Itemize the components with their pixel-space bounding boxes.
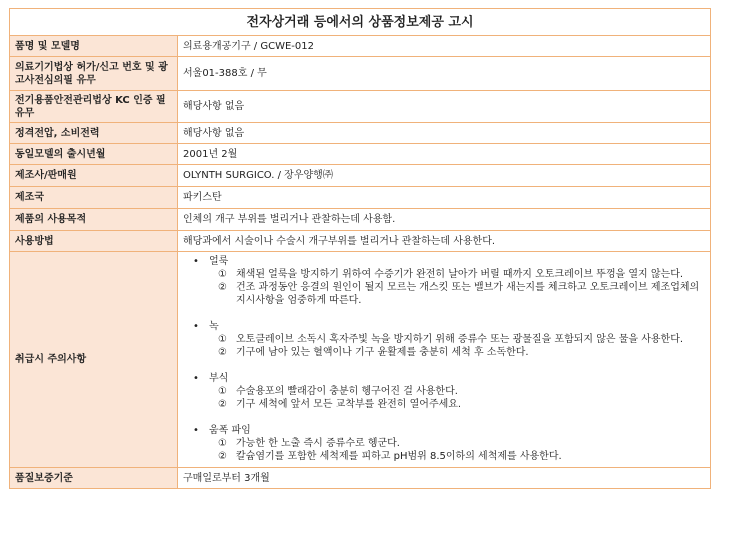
precaution-section [183, 320, 705, 359]
table-row [10, 123, 711, 144]
product-info-table [9, 8, 711, 489]
row-label-product-model: 품명 및 모델명 [10, 36, 178, 57]
table-row-precautions [10, 252, 711, 468]
row-label-manufacturer: 제조사/판매원 [10, 165, 178, 187]
item-number: ② [218, 399, 227, 410]
row-label-release-date: 동일모델의 출시년월 [10, 144, 178, 165]
table-row [10, 468, 711, 489]
bullet-icon: • [193, 256, 199, 267]
row-label-warranty: 품질보증기준 [10, 468, 178, 489]
table-row [10, 91, 711, 123]
table-row [10, 187, 711, 209]
notice-title: 전자상거래 등에서의 상품정보제공 고시 [10, 9, 711, 36]
precaution-section [183, 372, 705, 411]
bullet-icon: • [193, 373, 199, 384]
row-label-precautions: 취급시 주의사항 [10, 252, 178, 468]
row-value-permit-number: 서울01-388호 / 무 [178, 57, 711, 91]
item-number: ① [218, 438, 227, 449]
row-value-usage: 해당과에서 시술이나 수술시 개구부위를 벌리거나 관찰하는데 사용한다. [178, 231, 711, 252]
row-label-kc-cert: 전기용품안전관리법상 KC 인증 필 유무 [10, 91, 178, 123]
row-value-voltage-power: 해당사항 없음 [178, 123, 711, 144]
table-row [10, 144, 711, 165]
section-heading: 얼룩 [209, 256, 229, 267]
item-number: ① [218, 334, 227, 345]
row-value-kc-cert: 해당사항 없음 [178, 91, 711, 123]
row-label-permit-number: 의료기기법상 허가/신고 번호 및 광고사전심의필 유무 [10, 57, 178, 91]
table-row [10, 209, 711, 231]
row-label-purpose: 제품의 사용목적 [10, 209, 178, 231]
row-value-purpose: 인체의 개구 부위를 벌리거나 관찰하는데 사용함. [178, 209, 711, 231]
section-heading: 녹 [209, 321, 219, 332]
table-row [10, 231, 711, 252]
row-label-usage: 사용방법 [10, 231, 178, 252]
title-row [10, 9, 711, 36]
item-text: 기구 세척에 앞서 모든 교착부를 완전히 열어주세요. [236, 399, 462, 410]
table-row [10, 57, 711, 91]
item-number: ① [218, 386, 227, 397]
item-text: 건조 과정동안 응결의 원인이 될지 모르는 개스킷 또는 밸브가 새는지를 체크하고 오토크레이브 제조업체의 지시사항을 엄중하게 따른다. [236, 282, 700, 306]
item-text: 수술용포의 빨래감이 충분히 헹구어진 걸 사용한다. [236, 386, 458, 397]
item-text: 기구에 남아 있는 혈액이나 기구 윤활제를 충분히 세척 후 소독한다. [236, 347, 529, 358]
bullet-icon: • [193, 425, 199, 436]
row-value-country: 파키스탄 [178, 187, 711, 209]
bullet-icon: • [193, 321, 199, 332]
row-value-product-model: 의료용개공기구 / GCWE-012 [178, 36, 711, 57]
item-number: ① [218, 269, 227, 280]
row-label-voltage-power: 정격전압, 소비전력 [10, 123, 178, 144]
section-heading: 움폭 파임 [209, 425, 251, 436]
table-row [10, 36, 711, 57]
section-heading: 부식 [209, 373, 229, 384]
item-number: ② [218, 282, 227, 293]
row-value-manufacturer: OLYNTH SURGICO. / 장우양행㈜ [178, 165, 711, 187]
precaution-section [183, 255, 705, 307]
item-number: ② [218, 451, 227, 462]
item-text: 오토클레이브 소독시 혹자주빛 녹을 방지하기 위해 증류수 또는 광물질을 포함되지 않은 물을 사용한다. [236, 334, 684, 345]
item-text: 칼슘염기를 포함한 세척제를 피하고 pH범위 8.5이하의 세척제를 사용한다. [236, 451, 562, 462]
table-row [10, 165, 711, 187]
row-value-warranty: 구매일로부터 3개월 [178, 468, 711, 489]
item-text: 채색된 얼룩을 방지하기 위하여 수증기가 완전히 날아가 버릴 때까지 오토크레이브 뚜껑을 열지 않는다. [236, 269, 684, 280]
item-number: ② [218, 347, 227, 358]
item-text: 가능한 한 노출 즉시 증류수로 헹군다. [236, 438, 400, 449]
product-info-notice [9, 8, 710, 489]
precaution-section [183, 424, 705, 463]
precautions-content [178, 252, 711, 468]
row-label-country: 제조국 [10, 187, 178, 209]
row-value-release-date: 2001년 2월 [178, 144, 711, 165]
